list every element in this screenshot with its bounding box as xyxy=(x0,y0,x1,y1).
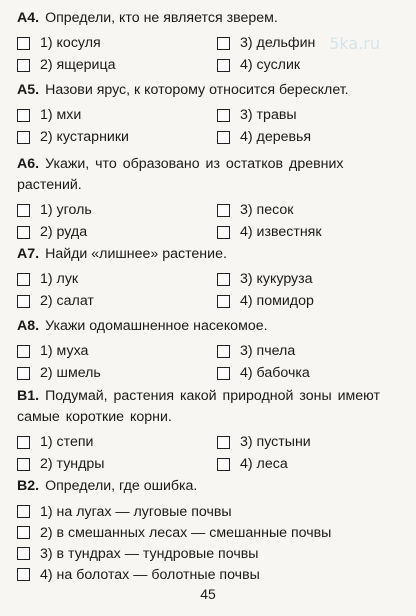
option-4[interactable] xyxy=(17,564,405,585)
option-label: 2) салат xyxy=(40,293,94,309)
option-3[interactable] xyxy=(217,105,297,125)
question-b1 xyxy=(17,386,405,476)
checkbox[interactable] xyxy=(17,526,30,539)
option-1[interactable] xyxy=(17,501,405,522)
option-2[interactable] xyxy=(17,222,87,242)
option-label: 3) в тундрах — тундровые почвы xyxy=(40,545,259,562)
option-4[interactable] xyxy=(217,222,322,242)
option-label: 3) песок xyxy=(240,202,294,218)
option-label: 1) косуля xyxy=(40,35,101,51)
option-label: 2) кустарники xyxy=(40,129,129,145)
question-number: А7. xyxy=(17,246,40,262)
option-label: 3) дельфин xyxy=(240,35,316,51)
question-b2 xyxy=(17,476,405,585)
question-title xyxy=(17,80,405,101)
question-title xyxy=(17,476,405,497)
page-number: 45 xyxy=(200,586,216,602)
checkbox[interactable] xyxy=(217,204,230,217)
option-3[interactable] xyxy=(217,269,313,289)
option-1[interactable] xyxy=(17,200,92,220)
question-number: А8. xyxy=(17,318,40,334)
option-3[interactable] xyxy=(217,341,295,361)
question-number: А4. xyxy=(17,10,40,26)
checkbox[interactable] xyxy=(17,273,30,286)
option-1[interactable] xyxy=(17,432,94,452)
option-1[interactable] xyxy=(17,341,88,361)
option-4[interactable] xyxy=(217,55,300,75)
option-label: 2) ящерица xyxy=(40,57,116,73)
options-grid xyxy=(17,341,405,385)
option-1[interactable] xyxy=(17,105,81,125)
checkbox[interactable] xyxy=(17,59,30,72)
option-label: 4) на болотах — болотные почвы xyxy=(40,566,260,583)
checkbox[interactable] xyxy=(217,458,230,471)
options-grid xyxy=(17,33,405,77)
option-label: 4) деревья xyxy=(240,129,312,145)
question-text: Определи, где ошибка. xyxy=(45,478,198,494)
checkbox[interactable] xyxy=(17,436,30,449)
question-number: В1. xyxy=(17,388,40,404)
checkbox[interactable] xyxy=(217,131,230,144)
option-2[interactable] xyxy=(17,363,101,383)
question-a6 xyxy=(17,154,405,244)
option-label: 4) бабочка xyxy=(240,365,310,381)
option-label: 4) помидор xyxy=(240,293,314,309)
option-2[interactable] xyxy=(17,291,94,311)
checkbox[interactable] xyxy=(17,367,30,380)
question-title xyxy=(17,244,405,265)
option-2[interactable] xyxy=(17,522,405,543)
options-list xyxy=(17,501,405,585)
option-label: 3) травы xyxy=(240,107,297,123)
option-1[interactable] xyxy=(17,33,101,53)
option-label: 1) уголь xyxy=(40,202,92,218)
checkbox[interactable] xyxy=(217,273,230,286)
checkbox[interactable] xyxy=(17,505,30,518)
question-text: Определи, кто не является зверем. xyxy=(45,10,278,26)
option-4[interactable] xyxy=(217,127,311,147)
question-text: Назови ярус, к которому относится бересклет. xyxy=(45,82,349,98)
option-label: 3) пчела xyxy=(240,343,296,359)
option-label: 2) в смешанных лесах — смешанные почвы xyxy=(40,524,332,541)
option-3[interactable] xyxy=(217,200,293,220)
question-title xyxy=(17,386,405,428)
checkbox[interactable] xyxy=(17,345,30,358)
option-3[interactable] xyxy=(217,33,315,53)
checkbox[interactable] xyxy=(17,458,30,471)
options-grid xyxy=(17,432,405,476)
option-label: 2) тундры xyxy=(40,456,105,472)
question-a5 xyxy=(17,80,405,149)
option-label: 3) пустыни xyxy=(240,434,311,450)
option-4[interactable] xyxy=(217,363,310,383)
option-3[interactable] xyxy=(217,432,311,452)
checkbox[interactable] xyxy=(217,109,230,122)
option-label: 1) мхи xyxy=(40,107,82,123)
options-grid xyxy=(17,200,405,244)
question-a7 xyxy=(17,244,405,313)
option-1[interactable] xyxy=(17,269,78,289)
option-2[interactable] xyxy=(17,55,115,75)
checkbox[interactable] xyxy=(17,226,30,239)
option-label: 2) руда xyxy=(40,224,88,240)
question-a8 xyxy=(17,316,405,385)
option-label: 1) муха xyxy=(40,343,89,359)
option-4[interactable] xyxy=(217,291,314,311)
checkbox[interactable] xyxy=(217,345,230,358)
question-text: Подумай, растения какой природной зоны имеют самые короткие корни. xyxy=(17,388,380,425)
checkbox[interactable] xyxy=(17,547,30,560)
question-a4 xyxy=(17,8,405,77)
question-number: А6. xyxy=(17,156,40,172)
checkbox[interactable] xyxy=(217,295,230,308)
option-label: 1) степи xyxy=(40,434,94,450)
watermark: 5ka.ru xyxy=(329,34,380,53)
question-title xyxy=(17,316,405,337)
question-number: В2. xyxy=(17,478,40,494)
option-label: 3) кукуруза xyxy=(240,271,313,287)
question-text: Укажи одомашненное насекомое. xyxy=(45,318,268,334)
option-label: 1) на лугах — луговые почвы xyxy=(40,503,232,520)
checkbox[interactable] xyxy=(17,204,30,217)
question-text: Укажи, что образовано из остатков древних растений. xyxy=(17,156,344,193)
checkbox[interactable] xyxy=(217,37,230,50)
option-label: 1) лук xyxy=(40,271,79,287)
option-label: 4) известняк xyxy=(240,224,322,240)
question-number: А5. xyxy=(17,82,40,98)
checkbox[interactable] xyxy=(217,59,230,72)
option-2[interactable] xyxy=(17,454,105,474)
option-label: 4) суслик xyxy=(240,57,301,73)
option-label: 4) леса xyxy=(240,456,288,472)
option-3[interactable] xyxy=(17,543,405,564)
checkbox[interactable] xyxy=(217,436,230,449)
checkbox[interactable] xyxy=(217,226,230,239)
checkbox[interactable] xyxy=(17,131,30,144)
question-title xyxy=(17,154,405,196)
checkbox[interactable] xyxy=(17,295,30,308)
question-title xyxy=(17,8,405,29)
checkbox[interactable] xyxy=(17,37,30,50)
option-2[interactable] xyxy=(17,127,129,147)
checkbox[interactable] xyxy=(217,367,230,380)
options-grid xyxy=(17,269,405,313)
option-label: 2) шмель xyxy=(40,365,101,381)
options-grid xyxy=(17,105,405,149)
question-text: Найди «лишнее» растение. xyxy=(45,246,227,262)
option-4[interactable] xyxy=(217,454,288,474)
checkbox[interactable] xyxy=(17,109,30,122)
checkbox[interactable] xyxy=(17,568,30,581)
